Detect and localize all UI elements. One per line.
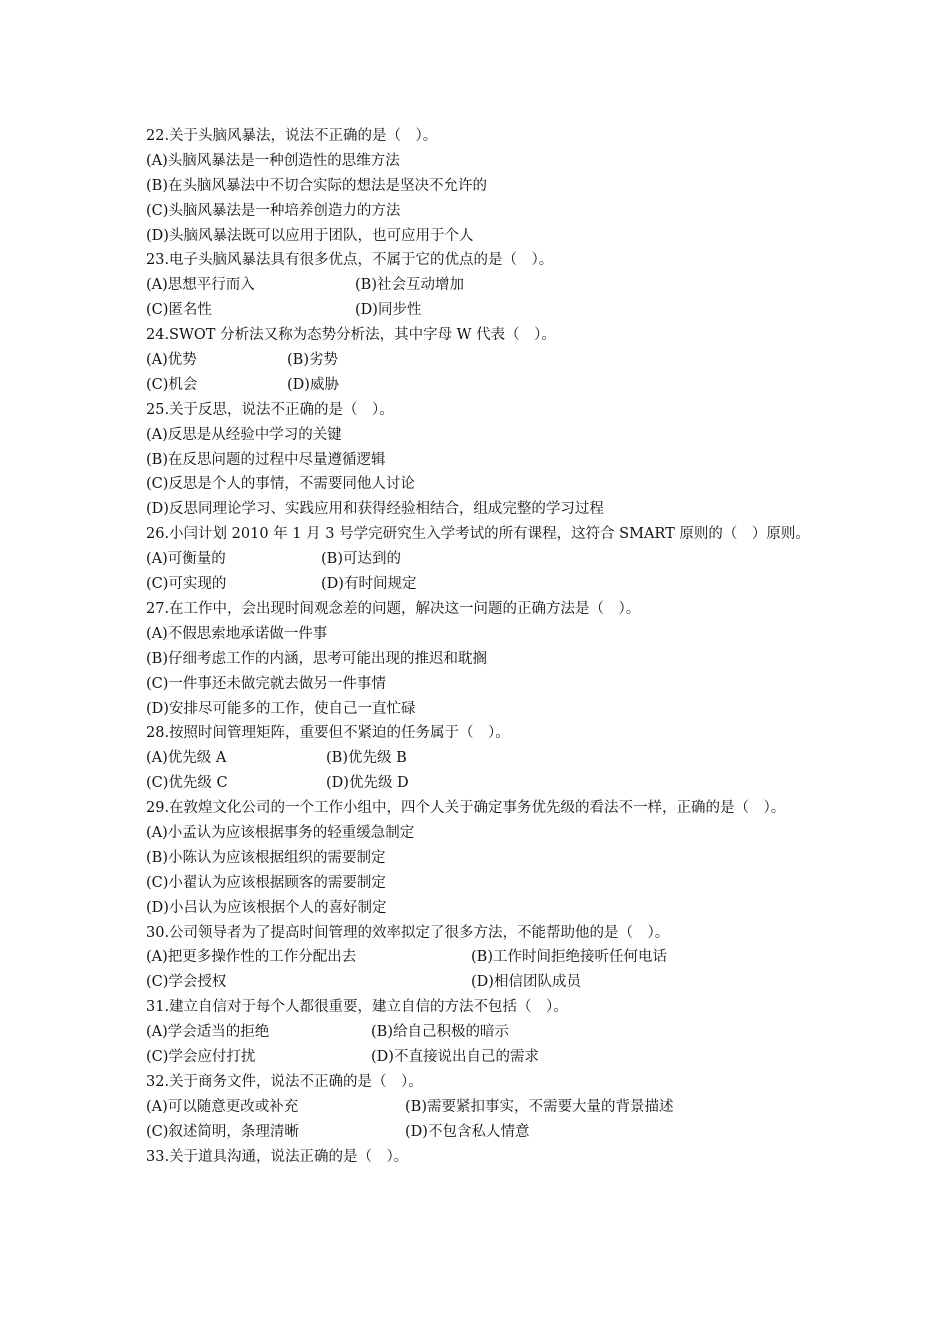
- option-row-23-ab: [146, 273, 816, 298]
- question-29: 29.在敦煌文化公司的一个工作小组中，四个人关于确定事务优先级的看法不一样，正确的是（ ）。: [146, 800, 786, 817]
- option-29-d: (D)小吕认为应该根据个人的喜好制定: [146, 899, 387, 916]
- option-22-d: (D)头脑风暴法既可以应用于团队，也可应用于个人: [146, 227, 474, 244]
- option-32-d: (D)不包含私人情意: [405, 1123, 530, 1140]
- option-28-a: (A)优先级 A: [146, 750, 227, 767]
- question-27: 27.在工作中，会出现时间观念差的问题，解决这一问题的正确方法是（ ）。: [146, 600, 641, 617]
- question-28: 28.按照时间管理矩阵，重要但不紧迫的任务属于（ ）。: [146, 725, 510, 742]
- option-26-c: (C)可实现的: [146, 576, 227, 593]
- option-29-a: (A)小孟认为应该根据事务的轻重缓急制定: [146, 824, 415, 841]
- option-row-26-cd: [146, 572, 816, 597]
- option-23-c: (C)匿名性: [146, 302, 212, 319]
- option-31-d: (D)不直接说出自己的需求: [371, 1048, 539, 1065]
- option-30-d: (D)相信团队成员: [471, 974, 581, 991]
- option-30-c: (C)学会授权: [146, 974, 227, 991]
- option-32-c: (C)叙述简明，条理清晰: [146, 1123, 299, 1140]
- option-26-b: (B)可达到的: [321, 551, 401, 568]
- option-27-c: (C)一件事还未做完就去做另一件事情: [146, 675, 386, 692]
- option-31-b: (B)给自己积极的暗示: [371, 1024, 509, 1041]
- option-22-a: (A)头脑风暴法是一种创造性的思维方法: [146, 152, 400, 169]
- option-26-a: (A)可衡量的: [146, 551, 226, 568]
- option-row-30-ab: [146, 945, 816, 970]
- question-30: 30.公司领导者为了提高时间管理的效率拟定了很多方法，不能帮助他的是（ ）。: [146, 924, 670, 941]
- option-row-31-ab: [146, 1020, 816, 1045]
- option-31-c: (C)学会应付打扰: [146, 1048, 256, 1065]
- option-30-b: (B)工作时间拒绝接听任何电话: [471, 949, 667, 966]
- question-32: 32.关于商务文件，说法不正确的是（ ）。: [146, 1073, 423, 1090]
- question-26: 26.小闫计划 2010 年 1 月 3 号学完研究生入学考试的所有课程，这符合 SMART 原则的（ ）原则。: [146, 526, 810, 543]
- option-29-b: (B)小陈认为应该根据组织的需要制定: [146, 849, 386, 866]
- question-22: 22.关于头脑风暴法，说法不正确的是（ ）。: [146, 128, 438, 144]
- option-24-c: (C)机会: [146, 376, 198, 393]
- option-25-b: (B)在反思问题的过程中尽量遵循逻辑: [146, 451, 386, 468]
- option-28-c: (C)优先级 C: [146, 775, 228, 792]
- option-23-b: (B)社会互动增加: [355, 277, 464, 294]
- option-row-24-cd: [146, 373, 816, 398]
- option-23-d: (D)同步性: [355, 302, 422, 319]
- option-row-28-ab: [146, 746, 816, 771]
- option-28-d: (D)优先级 D: [326, 775, 409, 792]
- option-29-c: (C)小翟认为应该根据顾客的需要制定: [146, 874, 386, 891]
- option-27-d: (D)安排尽可能多的工作，使自己一直忙碌: [146, 700, 416, 717]
- option-31-a: (A)学会适当的拒绝: [146, 1024, 270, 1041]
- question-25: 25.关于反思，说法不正确的是（ ）。: [146, 401, 394, 418]
- question-33: 33.关于道具沟通，说法正确的是（ ）。: [146, 1148, 409, 1165]
- question-31: 31.建立自信对于每个人都很重要，建立自信的方法不包括（ ）。: [146, 999, 568, 1016]
- option-32-a: (A)可以随意更改或补充: [146, 1098, 299, 1115]
- option-32-b: (B)需要紧扣事实，不需要大量的背景描述: [405, 1098, 674, 1115]
- option-26-d: (D)有时间规定: [321, 576, 417, 593]
- option-25-a: (A)反思是从经验中学习的关键: [146, 426, 342, 443]
- option-24-a: (A)优势: [146, 352, 197, 369]
- option-row-31-cd: [146, 1045, 816, 1070]
- option-25-d: (D)反思同理论学习、实践应用和获得经验相结合，组成完整的学习过程: [146, 501, 604, 518]
- question-23: 23.电子头脑风暴法具有很多优点，不属于它的优点的是（ ）。: [146, 252, 554, 269]
- exam-page: [146, 124, 816, 1169]
- option-row-30-cd: [146, 970, 816, 995]
- option-row-28-cd: [146, 771, 816, 796]
- option-23-a: (A)思想平行而入: [146, 277, 255, 294]
- option-row-32-ab: [146, 1095, 816, 1120]
- option-row-24-ab: [146, 348, 816, 373]
- option-22-b: (B)在头脑风暴法中不切合实际的想法是坚决不允许的: [146, 177, 487, 194]
- option-30-a: (A)把更多操作性的工作分配出去: [146, 949, 357, 966]
- option-24-b: (B)劣势: [287, 352, 338, 369]
- option-22-c: (C)头脑风暴法是一种培养创造力的方法: [146, 202, 401, 219]
- option-row-23-cd: [146, 298, 816, 323]
- option-24-d: (D)威胁: [287, 376, 339, 393]
- option-row-26-ab: [146, 547, 816, 572]
- option-25-c: (C)反思是个人的事情，不需要同他人讨论: [146, 476, 415, 493]
- option-27-a: (A)不假思索地承诺做一件事: [146, 625, 328, 642]
- option-row-32-cd: [146, 1120, 816, 1145]
- option-27-b: (B)仔细考虑工作的内涵，思考可能出现的推迟和耽搁: [146, 650, 487, 667]
- question-24: 24.SWOT 分析法又称为态势分析法，其中字母 W 代表（ ）。: [146, 327, 556, 344]
- option-28-b: (B)优先级 B: [326, 750, 407, 767]
